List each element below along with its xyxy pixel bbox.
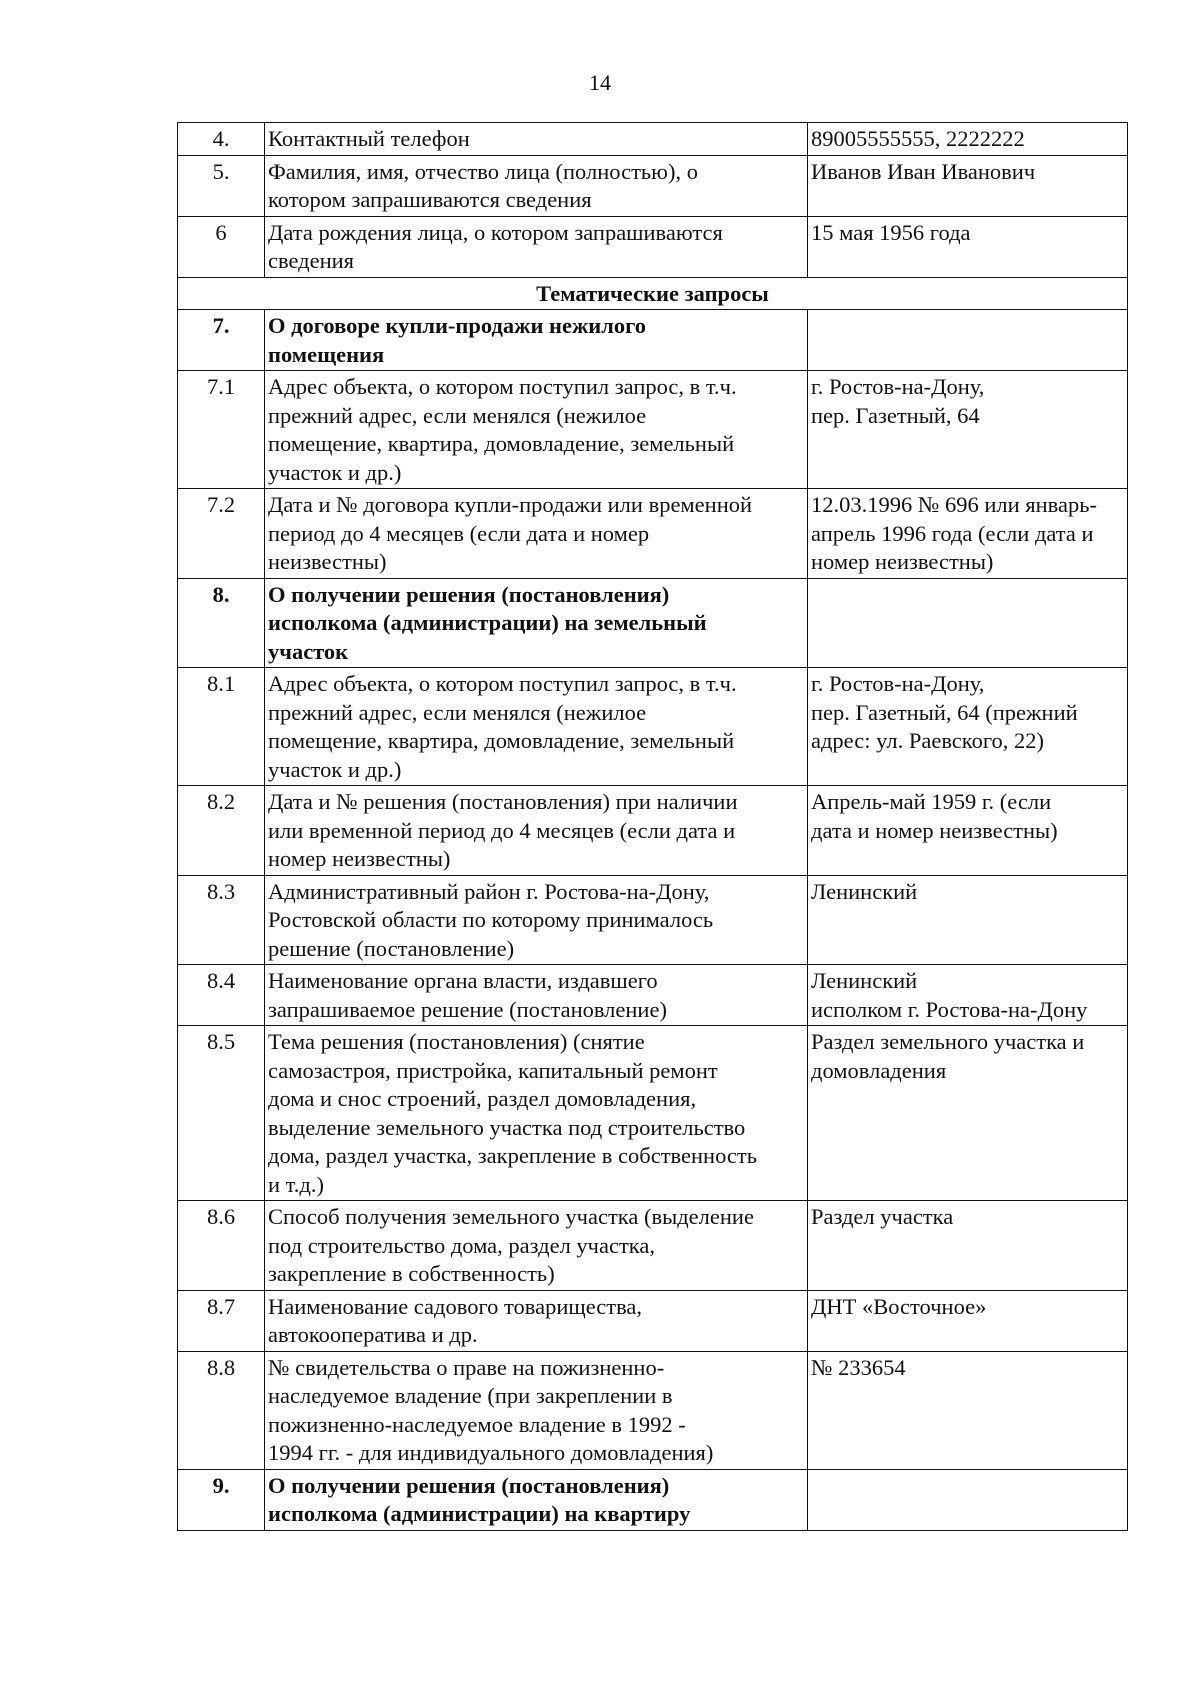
field-description — [265, 216, 808, 277]
item-number: 8.5 — [178, 1026, 265, 1201]
field-value — [808, 875, 1128, 965]
field-description — [265, 875, 808, 965]
table-row — [178, 216, 1128, 277]
field-description — [265, 155, 808, 216]
description-line: 1994 гг. - для индивидуального домовладения) — [268, 1440, 714, 1465]
field-value — [808, 578, 1128, 668]
description-line: решение (постановление) — [268, 935, 515, 961]
description-line: помещение, квартира, домовладение, земельный — [268, 728, 735, 753]
value-line: пер. Газетный, 64 (прежний — [811, 699, 1078, 725]
description-line: Способ получения земельного участка (выделение — [268, 1204, 754, 1229]
description-line: № свидетельства о праве на пожизненно- — [268, 1354, 665, 1380]
description-line: Фамилия, имя, отчество лица (полностью), о — [268, 158, 698, 184]
section-title: Тематические запросы — [178, 277, 1128, 310]
field-description — [265, 1201, 808, 1291]
value-line: апрель 1996 года (если дата и — [811, 520, 1094, 546]
value-line: Раздел земельного участка и — [811, 1029, 1085, 1054]
field-value — [808, 786, 1128, 876]
field-value — [808, 310, 1128, 371]
field-value — [808, 1026, 1128, 1201]
item-number: 6 — [178, 216, 265, 277]
field-value — [808, 1469, 1128, 1530]
field-description — [265, 1290, 808, 1351]
description-line: или временной период до 4 месяцев (если дата и — [268, 817, 736, 843]
field-value — [808, 1201, 1128, 1291]
description-line: период до 4 месяцев (если дата и номер — [268, 520, 650, 546]
description-line: Контактный телефон — [268, 126, 470, 151]
value-line: домовладения — [811, 1057, 947, 1083]
description-line: самозастроя, пристройка, капитальный ремонт — [268, 1057, 718, 1083]
value-line: пер. Газетный, 64 — [811, 402, 980, 428]
table-row — [178, 310, 1128, 371]
description-line: О получении решения (постановления) — [268, 1472, 670, 1498]
value-line: 12.03.1996 № 696 или январь- — [811, 492, 1097, 517]
description-line: Тема решения (постановления) (снятие — [268, 1029, 645, 1054]
item-number: 9. — [178, 1469, 265, 1530]
item-number: 7. — [178, 310, 265, 371]
item-number: 8.7 — [178, 1290, 265, 1351]
table-row — [178, 578, 1128, 668]
item-number: 8.1 — [178, 668, 265, 786]
description-line: сведения — [268, 248, 355, 273]
description-line: номер неизвестны) — [268, 846, 451, 871]
value-line: г. Ростов-на-Дону, — [811, 671, 985, 696]
description-line: помещения — [268, 341, 385, 367]
field-value — [808, 155, 1128, 216]
item-number: 8.8 — [178, 1351, 265, 1469]
description-line: дома, раздел участка, закрепление в собственность — [268, 1143, 757, 1168]
field-description — [265, 668, 808, 786]
description-line: прежний адрес, если менялся (нежилое — [268, 699, 647, 725]
description-line: неизвестны) — [268, 549, 387, 574]
value-line: исполком г. Ростова-на-Дону — [811, 996, 1088, 1022]
description-line: закрепление в собственность) — [268, 1261, 555, 1286]
description-line: Адрес объекта, о котором поступил запрос, в т.ч. — [268, 671, 737, 696]
value-line: Иванов Иван Иванович — [811, 158, 1036, 184]
description-line: Дата и № решения (постановления) при наличии — [268, 789, 738, 814]
table-row — [178, 786, 1128, 876]
description-line: выделение земельного участка под строительство — [268, 1114, 746, 1140]
field-description — [265, 1351, 808, 1469]
field-value — [808, 216, 1128, 277]
description-line: исполкома (администрации) на земельный — [268, 610, 707, 635]
description-line: Дата и № договора купли-продажи или временной — [268, 492, 753, 517]
value-line: ДНТ «Восточное» — [811, 1293, 987, 1319]
description-line: исполкома (администрации) на квартиру — [268, 1501, 691, 1526]
item-number: 8.3 — [178, 875, 265, 965]
table-row — [178, 1201, 1128, 1291]
value-line: номер неизвестны) — [811, 549, 994, 574]
item-number: 7.1 — [178, 371, 265, 489]
value-line: Раздел участка — [811, 1204, 954, 1229]
value-line: дата и номер неизвестны) — [811, 817, 1058, 843]
description-line: Административный район г. Ростова-на-Дону, — [268, 878, 710, 904]
value-line: Ленинский — [811, 878, 918, 904]
field-description — [265, 123, 808, 156]
field-description — [265, 310, 808, 371]
field-description — [265, 489, 808, 579]
item-number: 8.2 — [178, 786, 265, 876]
table-row — [178, 668, 1128, 786]
field-value — [808, 489, 1128, 579]
table-row — [178, 875, 1128, 965]
description-line: участок — [268, 638, 349, 664]
field-value — [808, 123, 1128, 156]
field-description — [265, 786, 808, 876]
description-line: участок и др.) — [268, 756, 402, 782]
field-value — [808, 1290, 1128, 1351]
table-row — [178, 489, 1128, 579]
description-line: помещение, квартира, домовладение, земельный — [268, 431, 735, 456]
description-line: под строительство дома, раздел участка, — [268, 1232, 655, 1258]
description-line: Адрес объекта, о котором поступил запрос, в т.ч. — [268, 374, 737, 399]
value-line: № 233654 — [811, 1354, 906, 1380]
value-line: адрес: ул. Раевского, 22) — [811, 728, 1044, 753]
description-line: Наименование садового товарищества, — [268, 1293, 643, 1319]
description-line: О договоре купли-продажи нежилого — [268, 313, 647, 338]
field-description — [265, 1469, 808, 1530]
field-description — [265, 965, 808, 1026]
table-row — [178, 371, 1128, 489]
item-number: 8.4 — [178, 965, 265, 1026]
description-line: наследуемое владение (при закреплении в — [268, 1383, 673, 1408]
field-description — [265, 1026, 808, 1201]
value-line: 15 мая 1956 года — [811, 219, 971, 245]
description-line: Дата рождения лица, о котором запрашиваются — [268, 219, 723, 245]
value-line: Ленинский — [811, 968, 918, 993]
item-number: 7.2 — [178, 489, 265, 579]
table-row — [178, 155, 1128, 216]
description-line: Ростовской области по которому принималось — [268, 907, 714, 932]
description-line: прежний адрес, если менялся (нежилое — [268, 402, 647, 428]
field-value — [808, 1351, 1128, 1469]
table-row — [178, 1290, 1128, 1351]
description-line: и т.д.) — [268, 1171, 324, 1197]
section-header-row — [178, 277, 1128, 310]
table-row — [178, 1469, 1128, 1530]
item-number: 4. — [178, 123, 265, 156]
item-number: 8.6 — [178, 1201, 265, 1291]
description-line: дома и снос строений, раздел домовладения, — [268, 1086, 697, 1111]
value-line: Апрель-май 1959 г. (если — [811, 789, 1052, 814]
description-line: котором запрашиваются сведения — [268, 187, 592, 212]
description-line: автокооператива и др. — [268, 1322, 478, 1347]
table-row — [178, 1026, 1128, 1201]
description-line: участок и др.) — [268, 459, 402, 485]
request-form-table — [177, 122, 1128, 1531]
field-value — [808, 668, 1128, 786]
page-number: 14 — [589, 70, 611, 95]
value-line: г. Ростов-на-Дону, — [811, 374, 985, 399]
description-line: пожизненно-наследуемое владение в 1992 - — [268, 1411, 686, 1437]
table-row — [178, 1351, 1128, 1469]
item-number: 5. — [178, 155, 265, 216]
field-value — [808, 965, 1128, 1026]
description-line: запрашиваемое решение (постановление) — [268, 996, 667, 1022]
value-line: 89005555555, 2222222 — [811, 126, 1025, 151]
field-description — [265, 371, 808, 489]
field-value — [808, 371, 1128, 489]
table-row — [178, 123, 1128, 156]
table-row — [178, 965, 1128, 1026]
item-number: 8. — [178, 578, 265, 668]
description-line: О получении решения (постановления) — [268, 581, 670, 607]
field-description — [265, 578, 808, 668]
description-line: Наименование органа власти, издавшего — [268, 968, 658, 993]
